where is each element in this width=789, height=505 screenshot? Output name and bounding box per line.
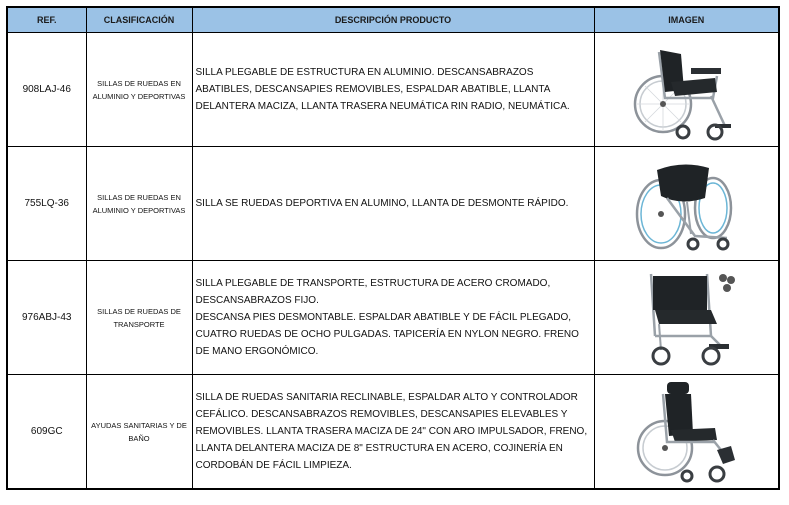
product-table [6, 6, 780, 490]
wheelchair-aluminum-icon [631, 38, 741, 142]
ref-cell: 755LQ-36 [7, 147, 86, 261]
description-cell: SILLA SE RUEDAS DEPORTIVA EN ALUMINO, LLANTA DE DESMONTE RÁPIDO. [192, 147, 594, 261]
header-row [7, 7, 779, 33]
wheelchair-transport-icon [631, 266, 741, 370]
header-ref: REF. [7, 7, 86, 33]
table-row [7, 261, 779, 375]
classification-cell: AYUDAS SANITARIAS Y DE BAÑO [86, 375, 192, 490]
ref-cell: 908LAJ-46 [7, 33, 86, 147]
description-cell: SILLA PLEGABLE DE ESTRUCTURA EN ALUMINIO. DESCANSABRAZOS ABATIBLES, DESCANSAPIES REMOVIBLES, ESPALDAR ABATIBLE, LLANTA DELANTERA MACIZA, LLANTA TRASERA NEUMÁTICA RIN RADIO, NEUMÁTICA. [192, 33, 594, 147]
table-row [7, 147, 779, 261]
product-table-sheet [6, 6, 778, 490]
table-row [7, 33, 779, 147]
header-clasificacion: CLASIFICACIÓN [86, 7, 192, 33]
classification-cell: SILLAS DE RUEDAS EN ALUMINIO Y DEPORTIVAS [86, 147, 192, 261]
description-cell: SILLA PLEGABLE DE TRANSPORTE, ESTRUCTURA DE ACERO CROMADO, DESCANSABRAZOS FIJO. DESCANSA PIES DESMONTABLE. ESPALDAR ABATIBLE Y DE FÁCIL PLEGADO, CUATRO RUEDAS DE OCHO PULGADAS. TAPICERÍA EN NYLON NEGRO. FRENO DE MANO ERGONÓMICO. [192, 261, 594, 375]
description-cell: SILLA DE RUEDAS SANITARIA RECLINABLE, ESPALDAR ALTO Y CONTROLADOR CEFÁLICO. DESCANSABRAZOS REMOVIBLES, DESCANSAPIES ELEVABLES Y REMOVIBLES. LLANTA TRASERA MACIZA DE 24" CON ARO IMPULSADOR, FRENO, LLANTA DELANTERA MACIZA DE 8" ESTRUCTURA EN ACERO, COJINERÍA EN CORDOBÁN DE FÁCIL LIMPIEZA. [192, 375, 594, 490]
image-cell [594, 33, 779, 147]
ref-cell: 976ABJ-43 [7, 261, 86, 375]
image-cell [594, 261, 779, 375]
ref-cell: 609GC [7, 375, 86, 490]
classification-cell: SILLAS DE RUEDAS EN ALUMINIO Y DEPORTIVAS [86, 33, 192, 147]
image-cell [594, 147, 779, 261]
table-row [7, 375, 779, 490]
header-descripcion: DESCRIPCIÓN PRODUCTO [192, 7, 594, 33]
image-cell [594, 375, 779, 490]
wheelchair-sport-icon [631, 152, 741, 256]
header-imagen: IMAGEN [594, 7, 779, 33]
classification-cell: SILLAS DE RUEDAS DE TRANSPORTE [86, 261, 192, 375]
wheelchair-reclining-icon [631, 380, 741, 484]
